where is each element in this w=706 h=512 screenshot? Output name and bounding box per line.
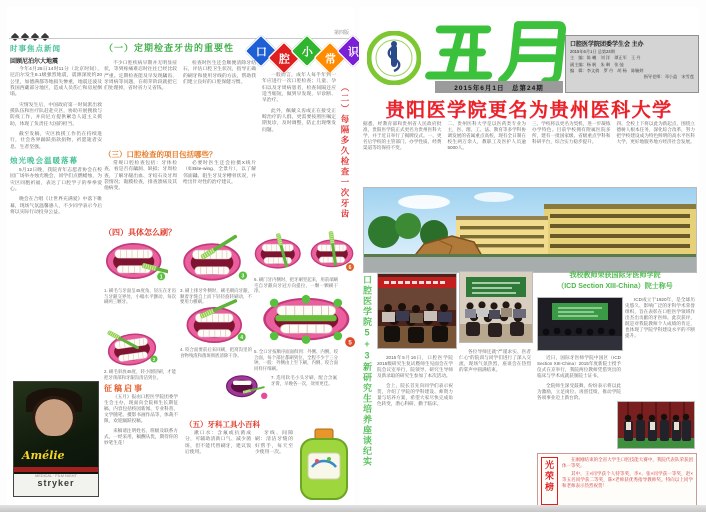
award-group-photo	[617, 401, 695, 449]
main-headline: 贵阳医学院更名为贵州医科大学	[385, 100, 673, 121]
figure-1-caption: 1. 刷毛与牙面呈45度角，轻压在牙齿与牙龈交界处，小幅水平颤动，每次刷两三颗牙。	[104, 288, 176, 305]
honor-roll-box	[537, 453, 697, 509]
mouth-illustration	[182, 297, 250, 345]
figure-5-caption: 5. 全口牙按顺序面面俱到：外侧、内侧、咬合面，每个部位都刷到位，全程不少于三分钟。一般：外侧由上至下刷，内侧、咬合面同样仔细刷。	[254, 349, 338, 372]
badge-char: 识	[347, 46, 359, 58]
masthead-title-may	[425, 15, 577, 87]
icd-ceremony-photo	[537, 297, 623, 351]
masthead-organizer: 口腔医学院团委学生会 主办	[570, 42, 644, 48]
brushing-figure-6	[104, 327, 160, 367]
diamond-ornament-icon	[31, 33, 39, 41]
article-3-text	[104, 161, 256, 223]
scan-shadow	[0, 505, 706, 512]
paragraph: 漱口水：含氟或抗菌成分，可辅助清新口气、减少菌斑，但不能代替刷牙，建议饭后使用。	[185, 431, 251, 455]
masthead-editor-line: 指导老师：邓小盈 宋雪莲	[643, 74, 694, 80]
article-column: 二、贵州医科大学是以医药类专业为主，医、理、工、法、教育等多学科协调发展的省属重点高校，现有全日制在校生两万余人，教职工及医护人员逾5000人。	[447, 121, 526, 151]
article-4-heading: （四）具体怎么刷？	[104, 228, 176, 237]
figure-number: 2	[152, 356, 156, 362]
poster-film-title: Amélie	[22, 449, 65, 462]
grad-meeting-text-col1	[377, 355, 453, 501]
paragraph: 一般而言，成年人每半年到一年应进行一次口腔检查；儿童、孕妇以及牙周病患者，检查间隔还应适当缩短，做到早发现、早诊断、早治疗。	[262, 73, 336, 104]
badge-char: 小	[301, 46, 313, 58]
grad-meeting-vertical-headline: 口腔医学院5+3新研究生培养座谈纪实	[362, 275, 372, 467]
figure-2-caption: 3. 刷上排牙外侧时，刷毛朝向牙龈，顺着牙缝自上而下轻轻旋转刷动，不要用力横刷。	[180, 288, 252, 305]
sidebar-heading-1: 时事焦点新闻	[10, 44, 61, 53]
paragraph: 会上，院长首先向同学们表示祝贺，介绍了学院的学科建设、师资力量与培养方案，希望大家尽快完成角色转变，潜心科研、勤于临床。	[377, 383, 453, 407]
masthead-date-bar: 2015年6月1日 总第24期	[435, 81, 563, 93]
mouth-illustration	[254, 230, 356, 274]
newspaper-page-left	[7, 7, 359, 505]
article-column: 四、全校上下将以此为新起点，围绕立德树人根本任务，深化综合改革，努力把学校建设成为特色鲜明的高水平医科大学，更好地服务地方经济社会发展。	[616, 121, 695, 145]
article-1-text	[104, 61, 256, 147]
mouth-illustration	[104, 327, 160, 367]
mouth-illustration	[180, 234, 250, 284]
diamond-ornament-icon	[21, 33, 29, 41]
article-3-heading: （三）口腔检查的项目包括哪些？	[104, 150, 217, 159]
masthead-info-box	[565, 35, 699, 93]
paragraph: 各位导师还就“严谨求实、医者仁心”的院训与同学们进行了深入交流，现场气氛热烈，座谈会在热烈的掌声中圆满结束。	[459, 349, 531, 373]
oral-tips-badges	[250, 39, 365, 70]
brushing-figure-7	[225, 371, 269, 401]
masthead-editor-line: 主 编：陈 曦 刘 洋 谭正军 王 丹	[570, 55, 641, 61]
figure-number: 3	[241, 273, 245, 280]
brushing-figure-2	[180, 234, 250, 284]
figure-number: 1	[159, 274, 163, 281]
sidebar-paragraph: 晚会在合唱《让世界充满爱》中落下帷幕，现场气氛温馨感人，不少同学表示今后将以实际行动投身公益。	[10, 197, 102, 215]
sidebar-news-column	[10, 43, 102, 220]
paragraph: 此外，佩戴义齿或正在接受正畸治疗的人群，更需要按照医嘱定期复诊，及时调整，防止出现继发问题。	[262, 108, 336, 133]
icd-text-col2	[625, 297, 695, 397]
badge-char: 腔	[278, 53, 290, 65]
newspaper-page-right	[359, 7, 699, 505]
masthead-editor-line: 副主编：杨 帆 朱 琳 张 弛	[570, 61, 624, 67]
paragraph: 检查时医生还会顺便清除牙结石，评估口腔卫生状况，指导正确的刷牙和使用牙线的方法，帮助我们建立良好的口腔保健习惯。	[183, 61, 256, 85]
headline-article-columns	[363, 121, 695, 185]
article-column: 据悉，经教育部和贵州省人民政府批准，贵阳医学院正式更名为贵州医科大学，并于近日举行了揭牌仪式。一、更名后学校的主管部门、办学性质、经费渠道等均保持不变。	[363, 121, 442, 151]
paragraph: 在刚刚结束的全省大学生口腔技能大赛中，我院代表队荣获团体一等奖。	[562, 457, 693, 469]
paragraph: 来稿请注明姓名、班级及联系方式。一经采用，稿酬从优，期待你的妙笔生花！	[104, 428, 178, 446]
school-logo-icon	[367, 31, 421, 85]
sidebar-paragraph: 截至发稿，灾区救援工作仍在持续进行，社会各界踊跃捐款捐物，祈愿逝者安息、生者坚强。	[10, 131, 102, 150]
paragraph: 《五月》报由口腔医学院团委学生会主办，现面向全院师生长期征稿。内容包括校园新闻、专业科普、文学随笔、摄影书画作品等，体裁不限，欢迎踊跃投稿。	[104, 394, 178, 424]
paragraph: 必要时医生还会拍摄X线片（如Bite-wing、全景片），以了解邻面龋、阻生牙及牙槽骨状况，并给出针对性的治疗建议。	[183, 161, 256, 185]
figure-4-caption: 4. 咬合面要前后来回刷，把窝沟里的食物残渣和菌斑彻底清除干净。	[180, 347, 252, 358]
campus-photo	[363, 187, 697, 273]
honor-roll-label: 光荣榜	[541, 457, 558, 505]
sidebar-subheading: 回顾尼泊尔大地震	[10, 59, 59, 65]
icd-title-line1: 我校教师荣获国际牙医师学院	[569, 272, 661, 279]
brushing-figure-3	[254, 230, 356, 274]
paragraph: 牙线、间隙刷：清洁牙缝的好帮手，每天至少使用一次。	[255, 431, 293, 455]
article-5-text	[185, 431, 251, 501]
article-1-heading: （一）定期检查牙齿的重要性	[104, 43, 235, 53]
meeting-photo-2	[459, 271, 533, 343]
poster-face-art	[32, 396, 76, 436]
sidebar-article-text-2	[10, 168, 102, 216]
paragraph: 2015年5月16日，口腔医学院2015级研究生复试暨师生见面会在学院会议室举行，院领导、研究生导师及新录取的研究生参加了本次活动。	[377, 355, 453, 379]
masthead-date-line: 2015年6月1日 总第24期	[570, 49, 615, 54]
grad-meeting-text-col2	[459, 349, 531, 501]
brushing-figure-1	[104, 238, 168, 284]
brushing-figure-4	[182, 297, 250, 345]
badge-char: 常	[324, 53, 336, 65]
diamond-ornament-icon	[11, 33, 19, 41]
submission-notice-text	[104, 394, 178, 502]
sidebar-article-text	[10, 67, 102, 151]
icd-title-line2: （ICD Section XIII-China）院士称号	[557, 282, 673, 290]
brushing-figure-5	[257, 293, 355, 347]
sidebar-paragraph: 今年4月25日14时11分（北京时间），尼泊尔发生8.1级强烈地震，震源深度约20公里，加德满都等地损失惨重，地震还波及我国西藏部分地区，造成人员伤亡和房屋倒塌。	[10, 67, 102, 98]
article-1-text-col3	[262, 73, 336, 233]
badge-char: 口	[255, 46, 267, 58]
poster-red-band	[14, 467, 98, 472]
movie-poster	[13, 381, 99, 497]
paragraph: ICD成立于1920年，是全球历史悠久、影响广泛的牙科学术荣誉组织，旨在表彰在口腔医学领域作出杰出贡献的牙医师。此次获评，既是对我院教师个人成绩的肯定，也体现了学院学科建设水平的不断提升。	[625, 297, 695, 339]
paragraph: 其中，王×同学获个人特等奖，李×、张×同学获一等奖，赵×等五名同学获二等奖，陈×老师获优秀指导教师奖。特向以上同学和老师表示热烈祝贺！	[562, 471, 693, 489]
article-5-text-2	[255, 431, 293, 501]
paragraph: 常规口腔检查包括：牙体检查，看是否有龋洞、缺损；牙周检查，了解牙龈出血、牙结石及牙周袋情况；黏膜检查，排查溃疡及其他病变。	[104, 161, 177, 192]
icd-section-title	[535, 271, 695, 292]
figure-number: 5	[348, 339, 352, 347]
submission-notice-title: 征稿启事	[104, 384, 144, 393]
paragraph: 不少口腔疾病早期并无明显症状，等到疼痛难忍时往往已经比较严重。定期检查能及早发现龋齿、牙周病等问题，在萌芽阶段就把它们处理掉，省时省力又省钱。	[104, 61, 177, 92]
poster-footer	[14, 474, 98, 496]
figure-7-caption: 7. 选用软毛小头牙刷，配合含氟牙膏，早晚各一次，效果更佳。	[271, 375, 337, 386]
figure-number: 4	[240, 335, 244, 341]
sidebar-heading-2: 烛光晚会温暖落幕	[10, 155, 78, 165]
page-number-label: 第四版	[333, 30, 349, 36]
figure-number: 6	[348, 265, 352, 271]
figure-6-caption: 2. 刷毛斜放45度，转小圈轻刷，才能把牙颈部和牙龈沟清洁到位。	[104, 369, 176, 380]
mouth-illustration	[104, 238, 168, 284]
article-2-vertical-heading: （二）每隔多久检查一次牙齿	[340, 83, 350, 220]
paragraph: 近日，国际牙医师学院中国区（ICD Section XIII-China）2015年度新院士授予仪式在京举行，我院两位教师凭借突出的临床与学术成就获颁院士证书。	[537, 355, 621, 379]
mouth-illustration	[257, 293, 355, 347]
meeting-photo-1	[377, 273, 457, 349]
poster-footer-caption: MEDICAL · FILM NIGHT	[35, 474, 77, 478]
article-column: 三、学校将以更名为契机，进一步凝练办学特色。目前学校拥有附属医院多所，建有一批国家级、省级重点学科和科研平台，综合实力稳步提升。	[532, 121, 611, 145]
masthead-editor-line: 编 辑：李文倩 罗 丹 胡 杨 陈毓婷	[570, 67, 644, 73]
honor-roll-text	[562, 457, 693, 505]
mouth-illustration	[225, 371, 269, 401]
paragraph: 全院师生深受鼓舞，纷纷表示将以此为激励，立足岗位、再创佳绩，推动学院各项事业迈上新台阶。	[537, 383, 621, 401]
mouthwash-bottle-illustration	[295, 427, 353, 503]
sidebar-paragraph: 5月12日晚，我院青年志愿者协会在校园广场举办烛光晚会，同学们点燃蜡烛，为灾区同胞祈福，表达了口腔学子的拳拳爱心。	[10, 167, 102, 192]
icd-text-col1	[537, 355, 621, 449]
sidebar-paragraph: 灾情发生后，中国政府第一时间派出救援队伍和医疗队赶赴灾区，协助开展搜救与防疫工作，并向尼方提供紧急人道主义援助，体现了负责任大国的担当。	[10, 102, 102, 127]
diamond-ornament-icon	[41, 33, 49, 41]
article-5-heading: （五）牙科工具小百科	[185, 420, 260, 429]
poster-brand-logo: stryker	[37, 478, 75, 488]
figure-3-caption: 6. 刷门牙内侧时，把牙刷竖起来，用前端刷毛自牙龈向牙冠方向提拉，一颗一颗刷干净。	[254, 277, 338, 294]
